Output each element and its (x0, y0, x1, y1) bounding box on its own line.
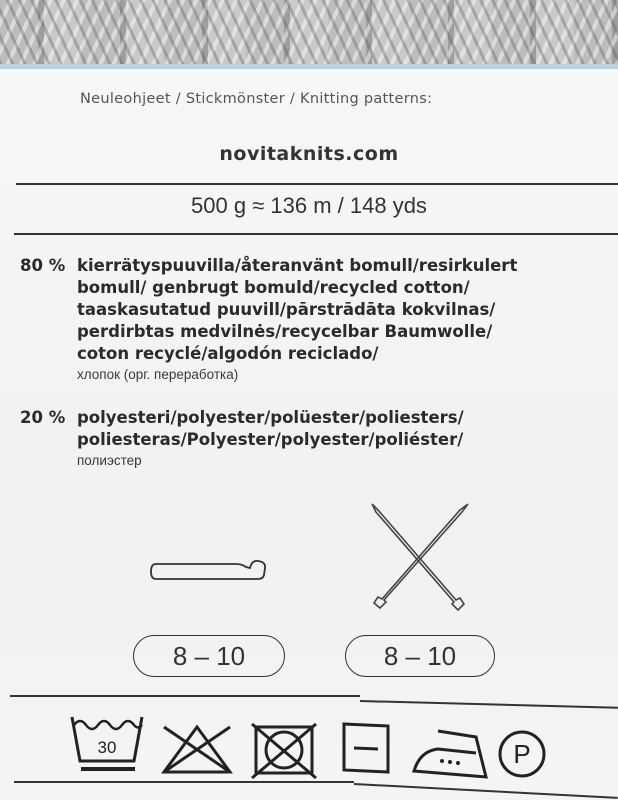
patterns-heading: Neuleohjeet / Stickmönster / Knitting patterns: (80, 91, 433, 107)
dry-clean-p-icon (495, 727, 550, 782)
polyester-percent: 20 % (20, 408, 66, 427)
composition-line: poliesteras/Polyester/polyester/poliéster/ (77, 430, 464, 449)
care-divider-top (10, 695, 360, 697)
no-bleach-icon (160, 722, 235, 777)
knitting-needles-icon (368, 500, 473, 615)
composition-line: kierrätyspuuvilla/återanvänt bomull/resirkulert (77, 256, 518, 275)
weight-length: 500 g ≈ 136 m / 148 yds (191, 193, 427, 218)
composition-line: coton recyclé/algodón reciclado/ (77, 344, 379, 363)
russian-cotton: хлопок (орг. переработка) (77, 367, 239, 382)
composition-line: taaskasutatud puuvill/pārstrādāta kokvilnas/ (77, 300, 496, 319)
wash-30-icon (68, 713, 148, 775)
website-link: novitaknits.com (219, 143, 399, 165)
iron-medium-icon (410, 725, 490, 785)
russian-polyester: полиэстер (77, 453, 142, 468)
care-divider-bottom (14, 781, 354, 783)
cotton-percent: 80 % (20, 256, 66, 275)
knitted-fabric-photo (0, 0, 618, 66)
composition-cotton (20, 255, 517, 385)
divider-bottom (14, 233, 618, 235)
divider-top (16, 183, 618, 185)
dry-clean-letter: P (513, 739, 531, 769)
composition-line: perdirbtas medvilnės/recycelbar Baumwolle/ (77, 322, 493, 341)
composition-polyester (20, 407, 464, 471)
no-tumble-dry-icon (250, 722, 320, 780)
needle-size: 8 – 10 (345, 635, 495, 677)
crochet-hook-icon (148, 555, 273, 585)
crochet-hook-size: 8 – 10 (133, 635, 285, 677)
dry-flat-icon (340, 720, 395, 775)
wash-temp: 30 (97, 738, 117, 757)
composition-line: bomull/ genbrugt bomuld/recycled cotton/ (77, 278, 470, 297)
composition-line: polyesteri/polyester/polüester/poliesters/ (77, 408, 464, 427)
